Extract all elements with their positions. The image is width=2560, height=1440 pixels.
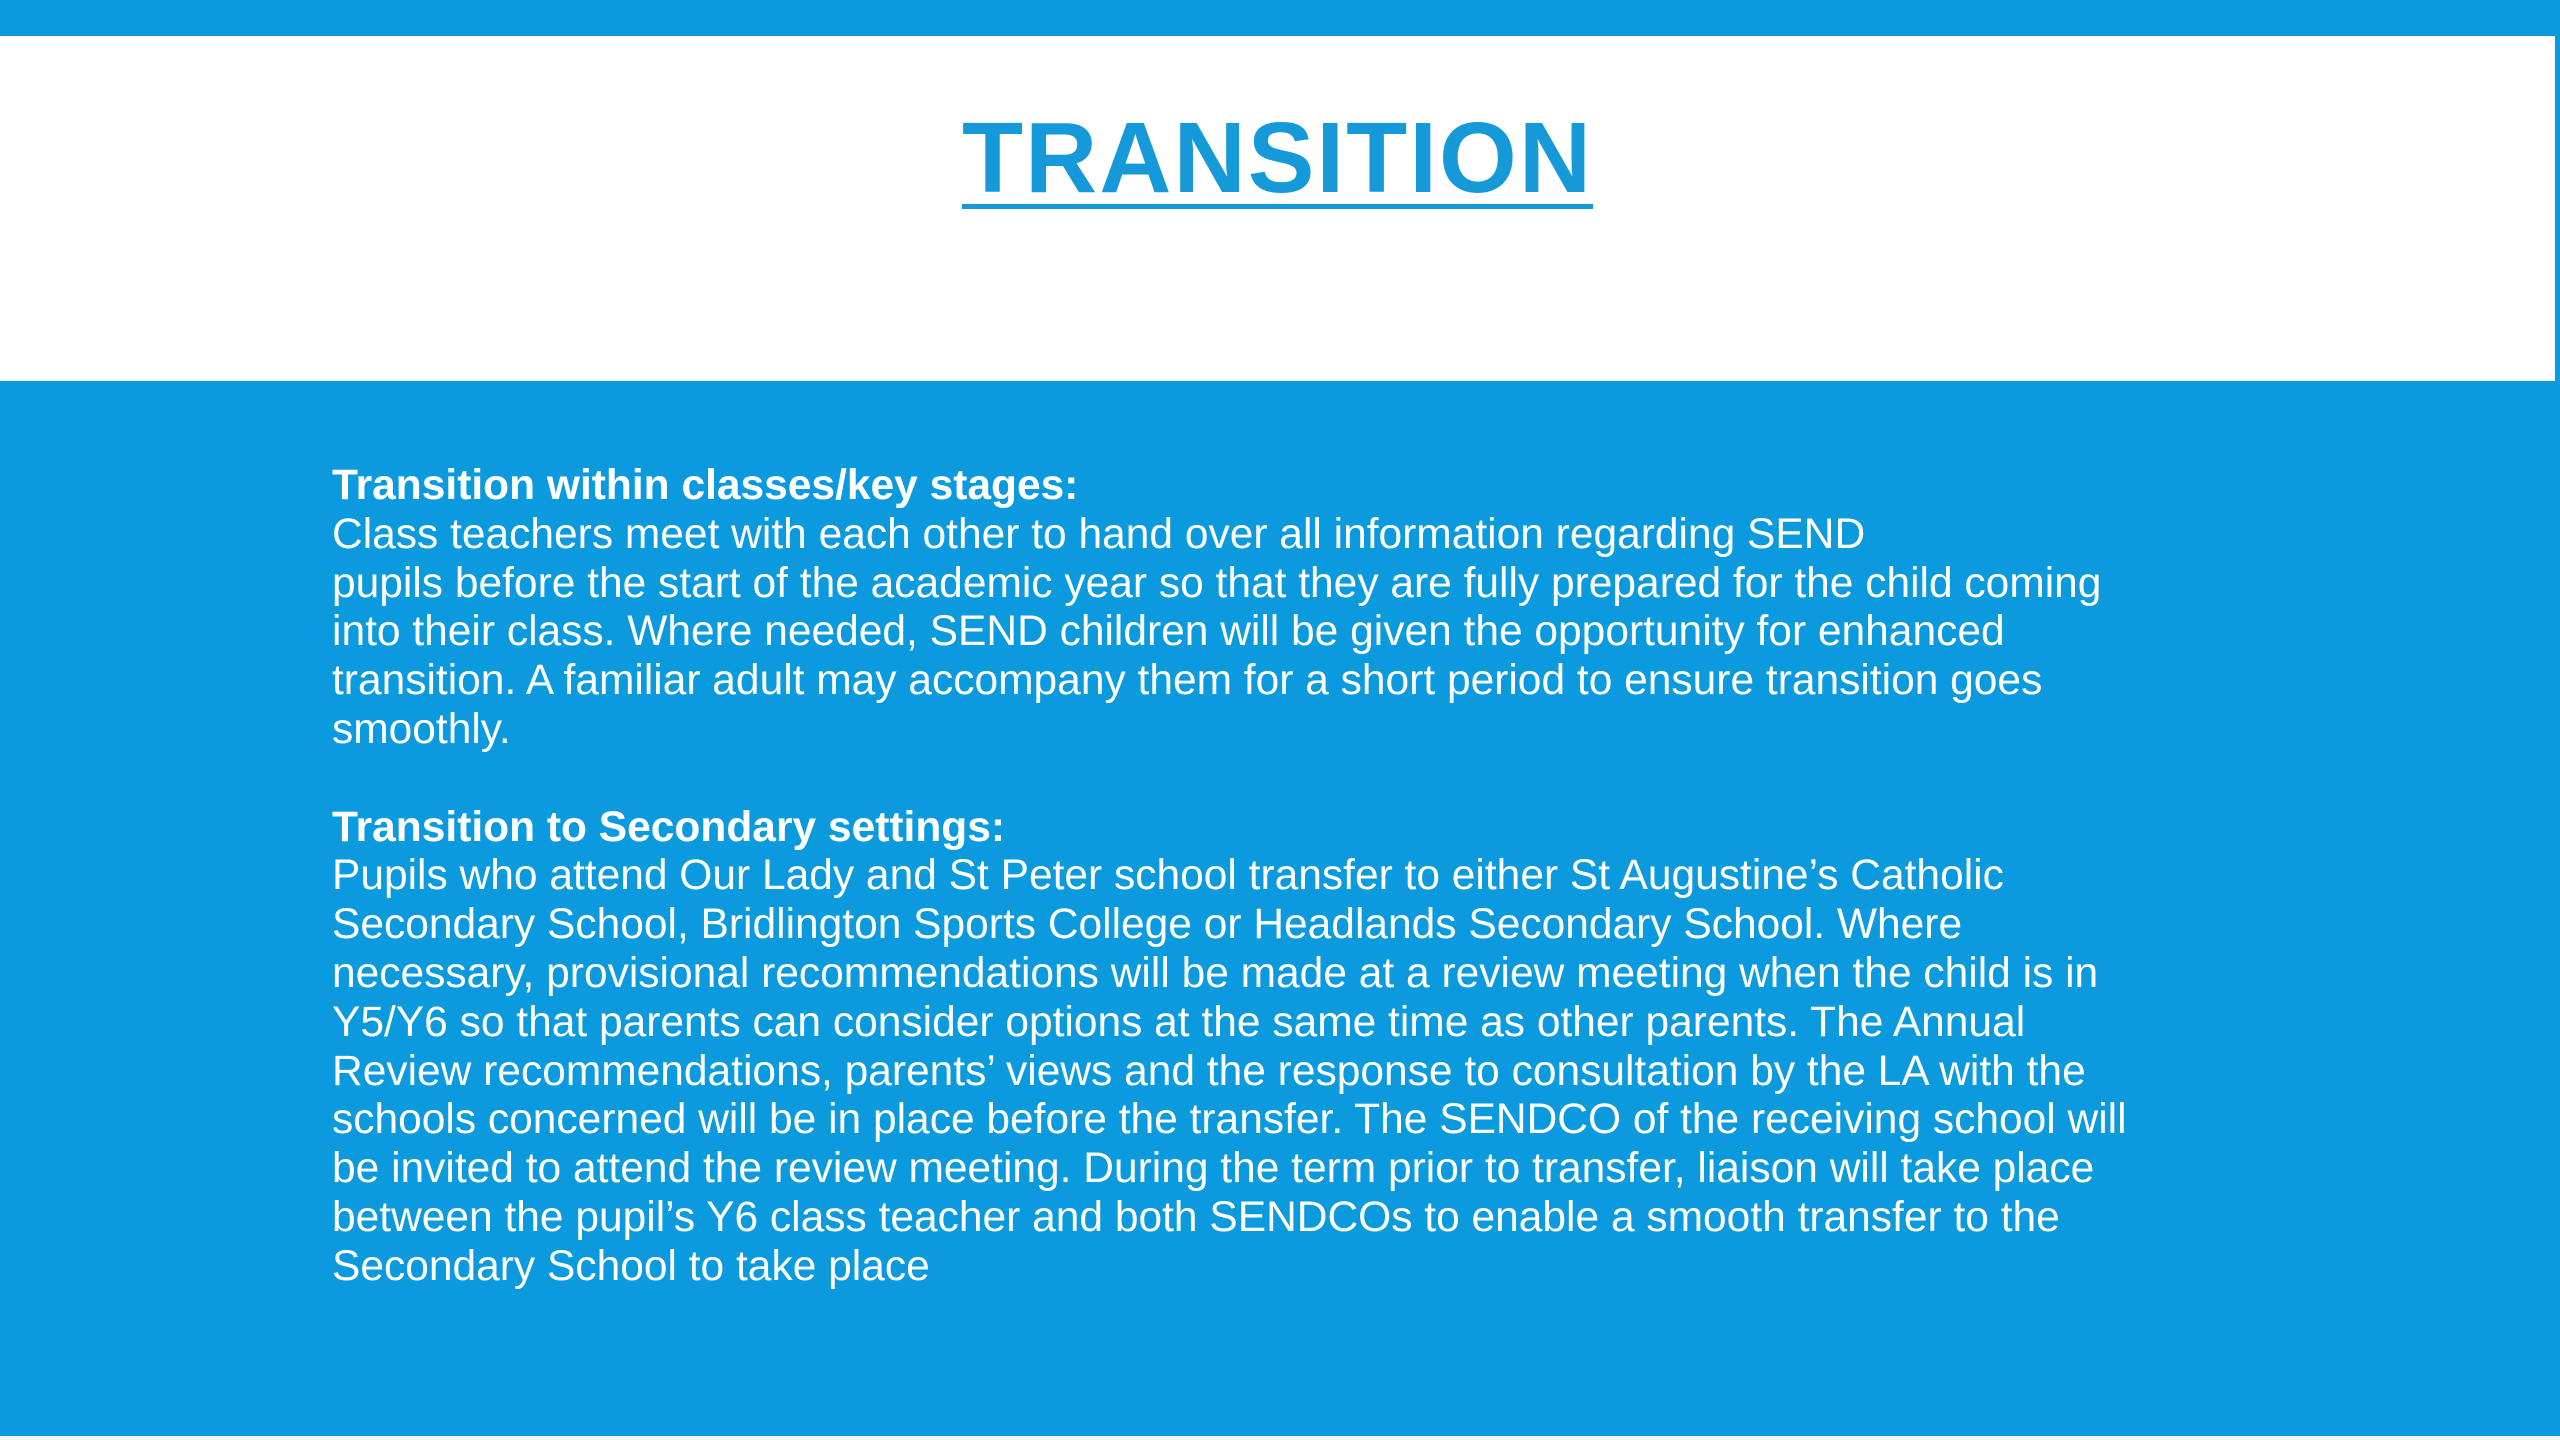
bottom-band <box>0 1436 2560 1440</box>
section-heading: Transition within classes/key stages: <box>332 462 1079 509</box>
section-heading: Transition to Secondary settings: <box>332 803 1006 851</box>
top-band <box>0 0 2560 36</box>
section-secondary <box>332 804 2292 1292</box>
section-text: Class teachers meet with each other to hand over all information regarding SEND pupils before the start of the academic year so that they are fully prepared for the child coming into their class. Where needed, SEND children will be given the opportunity for enhanced transition. A familiar adult may accompany them for a short period to ensure transition goes smoothly. <box>332 510 2102 753</box>
paragraph-gap <box>332 755 2292 804</box>
slide-title <box>0 98 2555 218</box>
title-panel <box>0 36 2555 381</box>
section-within-classes <box>332 462 2292 755</box>
slide-body <box>332 462 2292 1292</box>
section-text: Pupils who attend Our Lady and St Peter school transfer to either St Augustine’s Catholic Secondary School, Bridlington Sports College or Headlands Secondary School. Where necessary, provisional recommendations will be made at a review meeting when the child is in Y5/Y6 so that parents can consider options at the same time as other parents. The Annual Review recommendations, parents’ views and the response to consultation by the LA with the schools concerned will be in place before the transfer. The SENDCO of the receiving school will be invited to attend the review meeting. During the term prior to transfer, liaison will take place between the pupil’s Y6 class teacher and both SENDCOs to enable a smooth transfer to the Secondary School to take place <box>332 852 2127 1290</box>
slide-title-link[interactable]: TRANSITION <box>961 102 1594 214</box>
